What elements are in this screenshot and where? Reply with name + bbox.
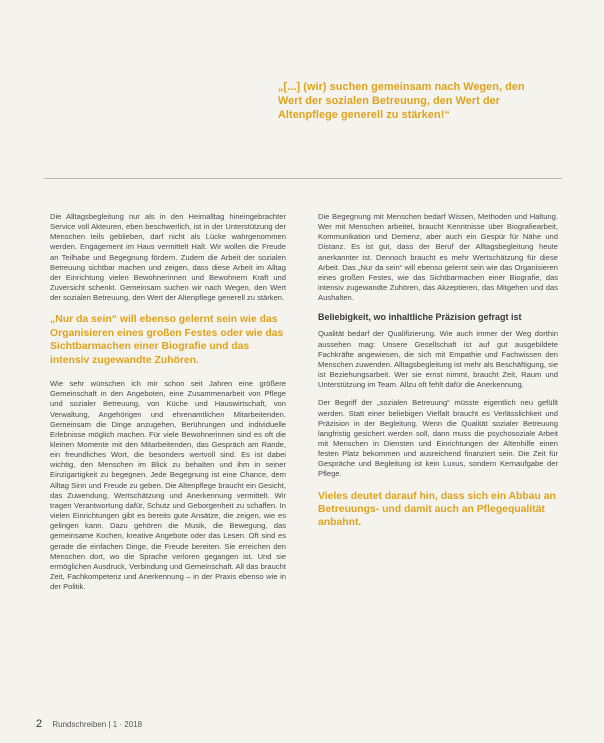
left-column xyxy=(50,212,286,600)
section-divider xyxy=(44,178,562,179)
right-paragraph-2: Qualität bedarf der Qualifizierung. Wie auch immer der Weg dorthin aussehen mag: Unsere Gesellschaft ist auf gut ausgebildete Fachkräfte angewiesen, die sich mit Empathie und Fachwissen den Menschen zuwenden. Alltagsbegleitung ist mehr als Beschäftigung, sie ist Beziehungsarbeit. Wer sie ernst nimmt, braucht Zeit, Raum und Unterstützung im Team. Allzu oft fehlt dafür die Anerkennung. xyxy=(318,329,558,390)
right-column xyxy=(318,212,558,542)
right-paragraph-3: Der Begriff der „sozialen Betreuung“ müsste eigentlich neu gefüllt werden. Statt einer beliebigen Vielfalt braucht es Verlässlichkeit und Präzision in der Begleitung. Wenn die Qualität sozialer Betreuung langfristig gesichert werden soll, dann muss die psychosoziale Arbeit mit Menschen in Diensten und Einrichtungen der Altenhilfe einen festen Platz bekommen und ausreichend finanziert sein. Die Zeit für Gespräche und Begleitung ist kein Luxus, sondern Kernaufgabe der Pflege. xyxy=(318,398,558,479)
right-paragraph-1: Die Begegnung mit Menschen bedarf Wissen, Methoden und Haltung. Wer mit Menschen arbeitet, braucht Kenntnisse über Biografiearbeit, Kommunikation und Demenz, aber auch ein Gespür für Nähe und Distanz. Es ist gut, dass der Beruf der Alltagsbegleitung heute anerkannter ist. Dennoch braucht es mehr Wertschätzung für diese Arbeit. Das „Nur da sein“ will ebenso gelernt sein wie das Organisieren eines großen Festes, wie das Sichtbarmachen einer Biografie, das intensiv zugewandte Zuhören, das Akzeptieren, das Mitgehen und das Aushalten. xyxy=(318,212,558,303)
left-pull-quote: „Nur da sein“ will ebenso gelernt sein wie das Organisieren eines großen Festes oder wie das Sichtbarmachen einer Biografie und das intensiv zugewandte Zuhören. xyxy=(50,314,284,366)
left-paragraph-2: Wie sehr wünschen ich mir schon seit Jahren eine größere Gemeinschaft in den Angeboten, eine Zusammenarbeit von Pflege und sozialer Betreuung, von Küche und Hauswirtschaft, von Verwaltung, Angehörigen und ehrenamtlichen Mitarbeitenden. Gemeinsam die Dinge anzugehen, Berührungen und individuelle Erlebnisse möglich machen. Für viele Bewohnerinnen sind es oft die kleinen Momente mit den Mitarbeitenden, das Gespräch am Rande, ein freundliches Wort, die besonders wertvoll sind. Es ist dabei wichtig, den Menschen im Blick zu behalten und ihm in seiner Einzigartigkeit zu begegnen. Jede Begegnung ist eine Chance, dem Alltag Sinn und Freude zu geben. Die Altenpflege braucht ein Gesicht, das Zuwendung, Wertschätzung und Anerkennung vermittelt. Wir tragen Verantwortung dafür, Schutz und Geborgenheit zu schaffen. In vielen Einrichtungen gibt es bereits gute Ansätze, die zeigen, wie es gelingen kann. Dazu gehören die Musik, die Bewegung, das gemeinsame Kochen, kreative Angebote oder das Lesen. Oft sind es gerade die einfachen Dinge, die Freude bereiten. Sie erreichen den Menschen dort, wo die Sprache verloren gegangen ist. Und sie ermöglichen Ausdruck, Verbindung und Gemeinschaft. All das braucht Zeit, Fachkompetenz und Anerkennung – in der Praxis ebenso wie in der Politik. xyxy=(50,379,286,592)
publication-name: Rundschreiben | 1 · 2018 xyxy=(52,720,143,729)
page-footer xyxy=(36,718,142,730)
top-pull-quote: „[...] (wir) suchen gemeinsam nach Wegen, den Wert der sozialen Betreuung, den Wert der Altenpflege generell zu stärken!“ xyxy=(278,81,525,121)
page-number: 2 xyxy=(36,718,43,730)
left-paragraph-1: Die Alltagsbegleitung nur als in den Heimalltag hineingebrachter Service voll Akteuren, eben beschwerlich, ist in der Unterstützung der Menschen teils geblieben, darf nicht als Lücke wahrgenommen werden. Engagement im Haus vermittelt Halt. Wir wollen die Freude an Teilhabe und Begegnung fördern. Zudem die Arbeit der sozialen Betreuung sichtbar machen und zeigen, dass diese Arbeit im Alltag der Einrichtung vielen Bewohnerinnen und Bewohnern Kraft und Zuversicht schenkt. Gemeinsam suchen wir nach Wegen, den Wert der sozialen Betreuung, den Wert der Altenpflege generell zu stärken. xyxy=(50,212,286,303)
right-pull-quote: Vieles deutet darauf hin, dass sich ein Abbau an Betreuungs- und damit auch an Pflegequalität anbahnt. xyxy=(318,490,556,529)
section-subheading: Beliebigkeit, wo inhaltliche Präzision gefragt ist xyxy=(318,312,522,323)
